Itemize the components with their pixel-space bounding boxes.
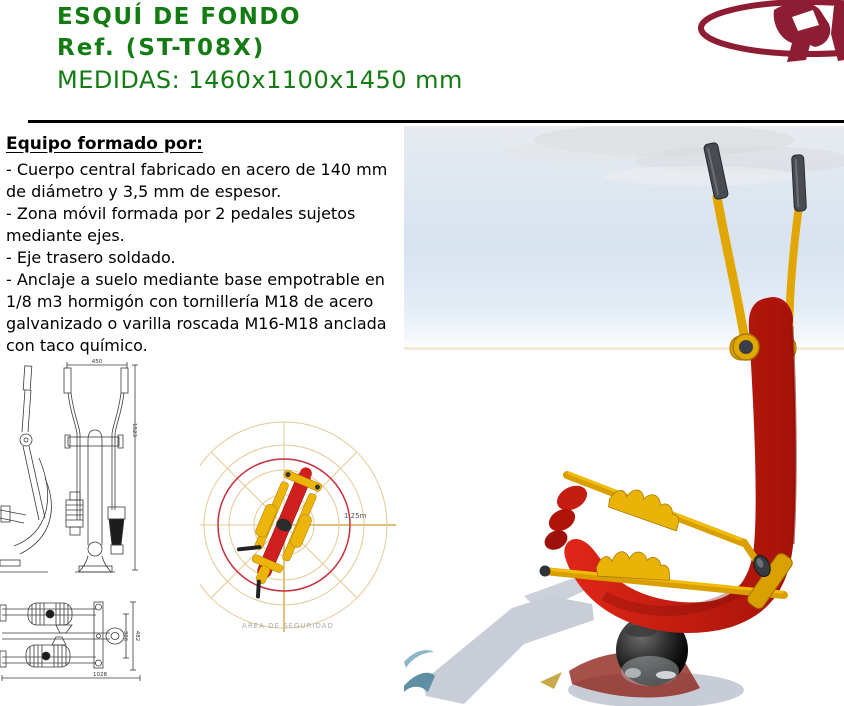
crank-hub-center	[739, 340, 753, 354]
front-width-dimension: 450	[91, 359, 103, 365]
description-heading: Equipo formado por:	[6, 134, 203, 154]
title-block	[57, 2, 463, 96]
brand-logo-icon	[694, 0, 844, 66]
sphere-highlight	[656, 671, 676, 679]
top-length-dimension: 1028	[93, 672, 107, 678]
description-item: - Zona móvil formada por 2 pedales sujetos mediante ejes.	[6, 204, 356, 245]
top-width-dimension: 482	[134, 630, 140, 642]
product-ref: Ref. (ST-T08X)	[57, 35, 266, 61]
product-dimensions: MEDIDAS: 1460x1100x1450 mm	[57, 66, 463, 94]
equipment-description	[6, 132, 408, 357]
header-rule	[28, 120, 844, 123]
top-inner-dimension: 326	[122, 630, 128, 642]
description-item: - Anclaje a suelo mediante base empotrable en 1/8 m3 hormigón con tornillería M18 de acero galvanizado o varilla roscada M16-M18 anclada con taco químico.	[6, 270, 387, 355]
safety-area-label: AREA DE SEGURIDAD	[242, 622, 334, 630]
top-view-linework	[0, 602, 140, 681]
upper-foot-plate	[607, 481, 686, 533]
machine-plan-view	[225, 455, 330, 604]
right-grip	[792, 155, 807, 212]
pedal-spring-top	[28, 603, 72, 633]
pedal-spring-bottom	[26, 637, 70, 667]
yellow-reflection	[540, 672, 562, 689]
sphere-highlight	[625, 668, 641, 678]
orthographic-drawings	[0, 358, 170, 580]
top-view-drawing	[0, 578, 205, 706]
front-height-dimension: 1523	[131, 423, 137, 437]
radius-label: 1,25m	[344, 512, 367, 520]
shadow	[422, 596, 594, 704]
pedal-bar-end-cap	[540, 566, 551, 577]
product-title: ESQUÍ DE FONDO	[57, 4, 302, 30]
side-elevation-drawing	[0, 366, 51, 572]
description-item: - Cuerpo central fabricado en acero de 140 mm de diámetro y 3,5 mm de espesor.	[6, 160, 388, 201]
front-elevation-drawing	[64, 362, 138, 572]
cloud	[504, 142, 664, 162]
description-item: - Eje trasero soldado.	[6, 248, 176, 267]
plan-safety-area-drawing	[200, 408, 400, 648]
cloud	[604, 166, 794, 186]
corner-watermark	[404, 650, 434, 668]
render-photo	[404, 126, 844, 706]
